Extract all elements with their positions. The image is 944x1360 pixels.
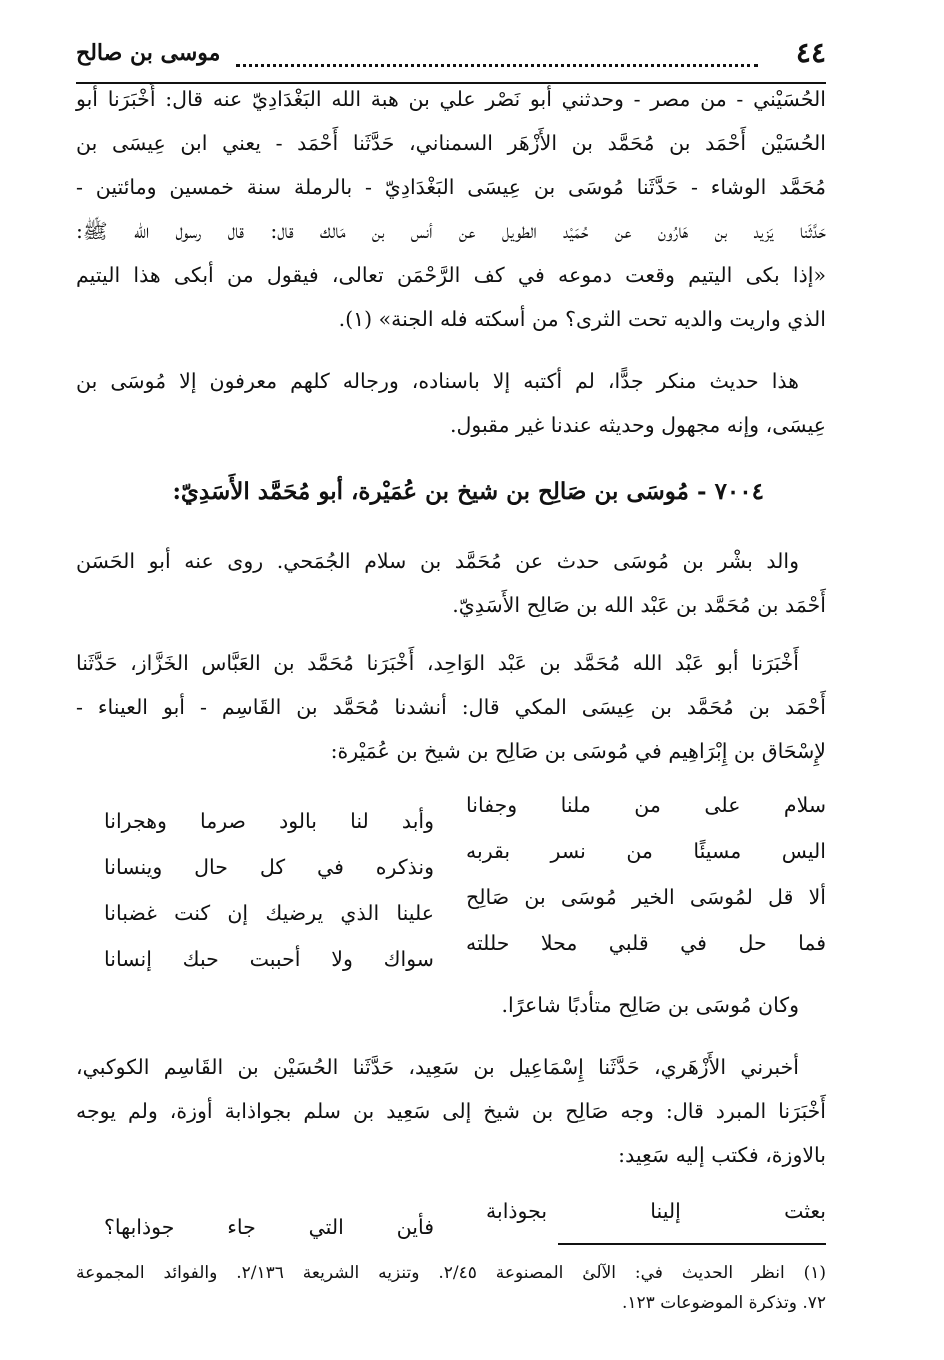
text-line: أَحْمَد بن مُحَمَّد بن عِيسَى المكي قال: أنشدنا مُحَمَّد بن القَاسِم - أبو العيناء - xyxy=(76,695,826,719)
page-number: ٤٤ xyxy=(795,36,826,69)
verse-hemistich: ألا قل لمُوسَى الخير مُوسَى بن صَالِح xyxy=(466,885,826,909)
verse-hemistich: وأبد لنا بالود صرما وهجرانا xyxy=(104,809,434,833)
text-line: مُحَمَّد الوشاء - حَدَّثَنا مُوسَى بن عِيسَى البَغْدَادِيّ - بالرملة سنة خمسين ومائتين - xyxy=(76,175,826,199)
text-line: هذا حديث منكر جدًّا، لم أكتبه إلا باسناده، ورجاله كلهم معرفون إلا مُوسَى بن xyxy=(76,369,799,393)
text-line: «إذا بكى اليتيم وقعت دموعه في كف الرَّحْمَن تعالى، فيقول من أبكى هذا اليتيم xyxy=(76,263,826,287)
text-line: أَخْبَرَنا أبو عَبْد الله مُحَمَّد بن عَبْد الوَاحِد، أَخْبَرَنا مُحَمَّد بن العَبَّاس الخَزَّاز، حَدَّثَنا xyxy=(76,651,799,675)
text-line: والد بشْر بن مُوسَى حدث عن مُحَمَّد بن سلام الجُمَحي. روى عنه أبو الحَسَن xyxy=(76,549,799,573)
verse-hemistich: فأين التي جاء جوذابها؟ xyxy=(104,1215,434,1239)
text-line: الحُسَيْن أَحْمَد بن مُحَمَّد بن الأَزْهَر السمناني، حَدَّثَنا أَحْمَد - يعني ابن عِيسَى بن xyxy=(76,131,826,155)
text-line: لإِسْحَاق بن إِبْرَاهِيم في مُوسَى بن صَالِح بن شيخ بن عُمَيْرة: xyxy=(330,739,826,763)
footnote-separator xyxy=(558,1243,826,1245)
footnote-line: (١) انظر الحديث في: الآلئ المصنوعة ٢/٤٥. وتنزيه الشريعة ٢/١٣٦. والفوائد المجموعة xyxy=(76,1263,826,1283)
final-verse-second xyxy=(104,1204,434,1250)
header-dot-leader xyxy=(236,64,758,67)
verse-hemistich: ونذكره في كل حال وينسانا xyxy=(104,855,434,879)
verse-hemistich: سلام على من ملنا وجفانا xyxy=(466,793,826,817)
text-line: أخبرني الأَزْهَري، حَدَّثَنا إِسْمَاعِيل بن سَعِيد، حَدَّثَنا الحُسَيْن بن القَاسِم الكوكبي، xyxy=(76,1055,799,1079)
text-line: عِيسَى، وإنه مجهول وحديثه عندنا غير مقبول. xyxy=(449,413,826,437)
text-line: وكان مُوسَى بن صَالِح متأدبًا شاعرًا. xyxy=(501,993,799,1017)
poem-first-hemistichs xyxy=(466,782,826,966)
footnote-line: ٧٢. وتذكرة الموضوعات ١٢٣. xyxy=(622,1293,826,1313)
text-line: أَخْبَرَنا المبرد قال: وجه صَالِح بن شيخ إلى سَعِيد بن سلم بجواذابة أوزة، ولم يوجه xyxy=(76,1099,826,1123)
text-line: الحُسَيْني - من مصر - وحدثني أبو نَصْر علي بن هبة الله البَغْدَادِيّ عنه قال: أَخْبَرَنا أبو xyxy=(76,87,826,111)
verse-hemistich: علينا الذي يرضيك إن كنت غضبانا xyxy=(104,901,434,925)
page-header xyxy=(76,30,826,84)
text-line: حَدَّثَنا يَزيد بن هَارُون عن حُمَيْد الطويل عن أنس بن مَالك قال: قال رسول الله ﷺ: xyxy=(76,219,826,243)
verse-hemistich: بعثت إلينا بجوذابة xyxy=(486,1199,826,1223)
running-title: موسى بن صالح xyxy=(76,40,221,66)
verse-hemistich: اليس مسيئًا من نسر بقربه xyxy=(466,839,826,863)
verse-hemistich: فما حل في قلبي محلا حللته xyxy=(466,931,826,955)
text-line: بالاوزة، فكتب إليه سَعِيد: xyxy=(618,1143,826,1167)
text-line: الذي واريت والديه تحت الثرى؟ من أسكته فله الجنة» (١). xyxy=(338,307,826,331)
text-line: أَحْمَد بن مُحَمَّد بن عَبْد الله بن صَالِح الأَسَدِيّ. xyxy=(452,593,826,617)
verse-hemistich: سواك ولا أحببت حبك إنسانا xyxy=(104,947,434,971)
poem-second-hemistichs xyxy=(104,798,434,982)
final-verse-first xyxy=(486,1188,826,1234)
entry-heading: ٧٠٠٤ - مُوسَى بن صَالِح بن شيخ بن عُمَيْرة، أبو مُحَمَّد الأَسَدِيّ: xyxy=(172,478,764,505)
